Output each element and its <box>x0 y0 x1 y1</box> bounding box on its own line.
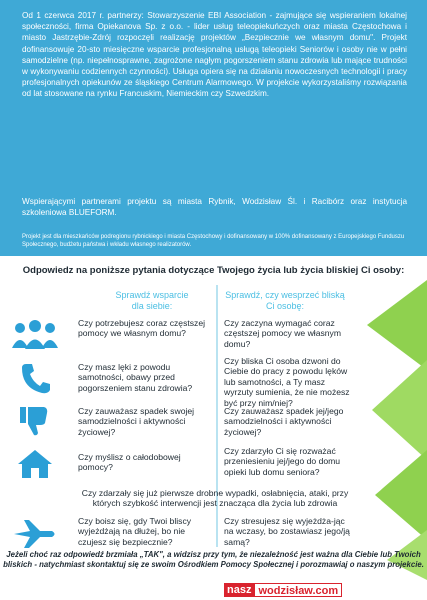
right-question-1: Czy zaczyna wymagać coraz częstszej pomocy we własnym domu? <box>224 318 342 349</box>
people-icon <box>10 318 60 350</box>
intro-panel <box>0 0 427 256</box>
phone-icon <box>10 362 60 394</box>
bottom-call-to-action: Jeżeli choć raz odpowiedź brzmiała „TAK", a widzisz przy tym, że niezależność jest ważna dla Ciebie lub Twoich bliskich - natychmiast skontaktuj się ze swoim Ośrodkiem Pomocy Społecznej i porozmawiaj o naszym projekcie. <box>3 550 424 569</box>
logo-part1: nasz <box>224 583 254 597</box>
intro-text: Od 1 czerwca 2017 r. partnerzy: Stowarzyszenie EBI Association - zajmujące się wspieraniem lokalnej społeczności, firma Opiekanova Sp. z o.o. - lider usług teleopiekuńczych oraz miasta Częstochowa i miasto Jastrzębie-Zdrój rozpoczęli realizację projektów „Bezpiecznie we własnym domu". Projekt dofinansowuje 20-sto miesięczne wsparcie profesjonalną usługą teleopieki Seniorów i osoby nie w pełni samodzielne (np. niepełnosprawne, zagrożone nagłym pogorszeniem stanu zdrowia lub mające trudności w wykonywaniu codziennych czynności). Usługa opiera się na działaniu nowoczesnych technologii i pracy profesjonalnych opiekunów ze śląskiego Centrum Alarmowego. W projekcie wykorzystaliśmy rozwiązania od lat stosowane na rynku Francuskim, Niemieckim czy Szwedzkim. <box>22 11 407 99</box>
right-question-2: Czy bliska Ci osoba dzwoni do Ciebie do pracy z powodu lęków lub samotności, a Ty masz wyrzuty sumienia, że nie możesz być przy nim/niej? <box>224 356 350 408</box>
questions-header: Odpowiedz na poniższe pytania dotyczące Twojego życia lub życia bliskiej Ci osoby: <box>22 265 405 276</box>
right-question-5: Czy stresujesz się wyjeżdża-jąc na wczasy, bo zostawiasz jego/ją samą? <box>224 516 350 547</box>
site-logo[interactable] <box>224 583 342 597</box>
partners-text: Wspierającymi partnerami projektu są miasta Rybnik, Wodzisław Śl. i Racibórz oraz instytucja szkoleniowa BLUEFORM. <box>22 197 407 218</box>
funding-text: Projekt jest dla mieszkańców podregionu rybnickiego i miasta Częstochowy i dofinansowany w 100% dofinansowany z Europejskiego Funduszu Społecznego, budżetu państwa i wkładu własnego realizatorów. <box>22 234 405 248</box>
right-question-3: Czy zauważasz spadek jej/jego samodzielności i aktywności życiowej? <box>224 406 344 437</box>
left-question-3: Czy zauważasz spadek swojej samodzielności i aktywności życiowej? <box>78 406 195 437</box>
left-question-1: Czy potrzebujesz coraz częstszej pomocy we własnym domu? <box>78 318 206 339</box>
right-column-title: Sprawdź, czy wesprzeć bliską Ci osobę: <box>225 290 345 311</box>
center-question: Czy zdarzały się już pierwsze drobne wypadki, osłabnięcia, ataki, przy których szybkość interwencji jest znacząca dla życia lub zdrowia <box>81 488 349 509</box>
left-question-4: Czy myślisz o całodobowej pomocy? <box>78 452 181 473</box>
left-question-2: Czy masz lęki z powodu samotności, obawy przed pogorszeniem stanu zdrowia? <box>78 362 193 393</box>
right-question-4: Czy zdarzyło Ci się rozważać przeniesieniu jej/jego do domu opieki lub domu seniora? <box>224 446 341 477</box>
left-question-5: Czy boisz się, gdy Twoi bliscy wyjeżdżają na dłużej, bo nie czujesz się bezpiecznie? <box>78 516 192 547</box>
house-icon <box>10 448 60 480</box>
thumbs-down-icon <box>10 405 60 437</box>
airplane-icon <box>10 518 60 550</box>
left-column-title: Sprawdź wsparcie dla siebie: <box>115 290 189 311</box>
logo-part2: wodzisław.com <box>254 583 342 597</box>
